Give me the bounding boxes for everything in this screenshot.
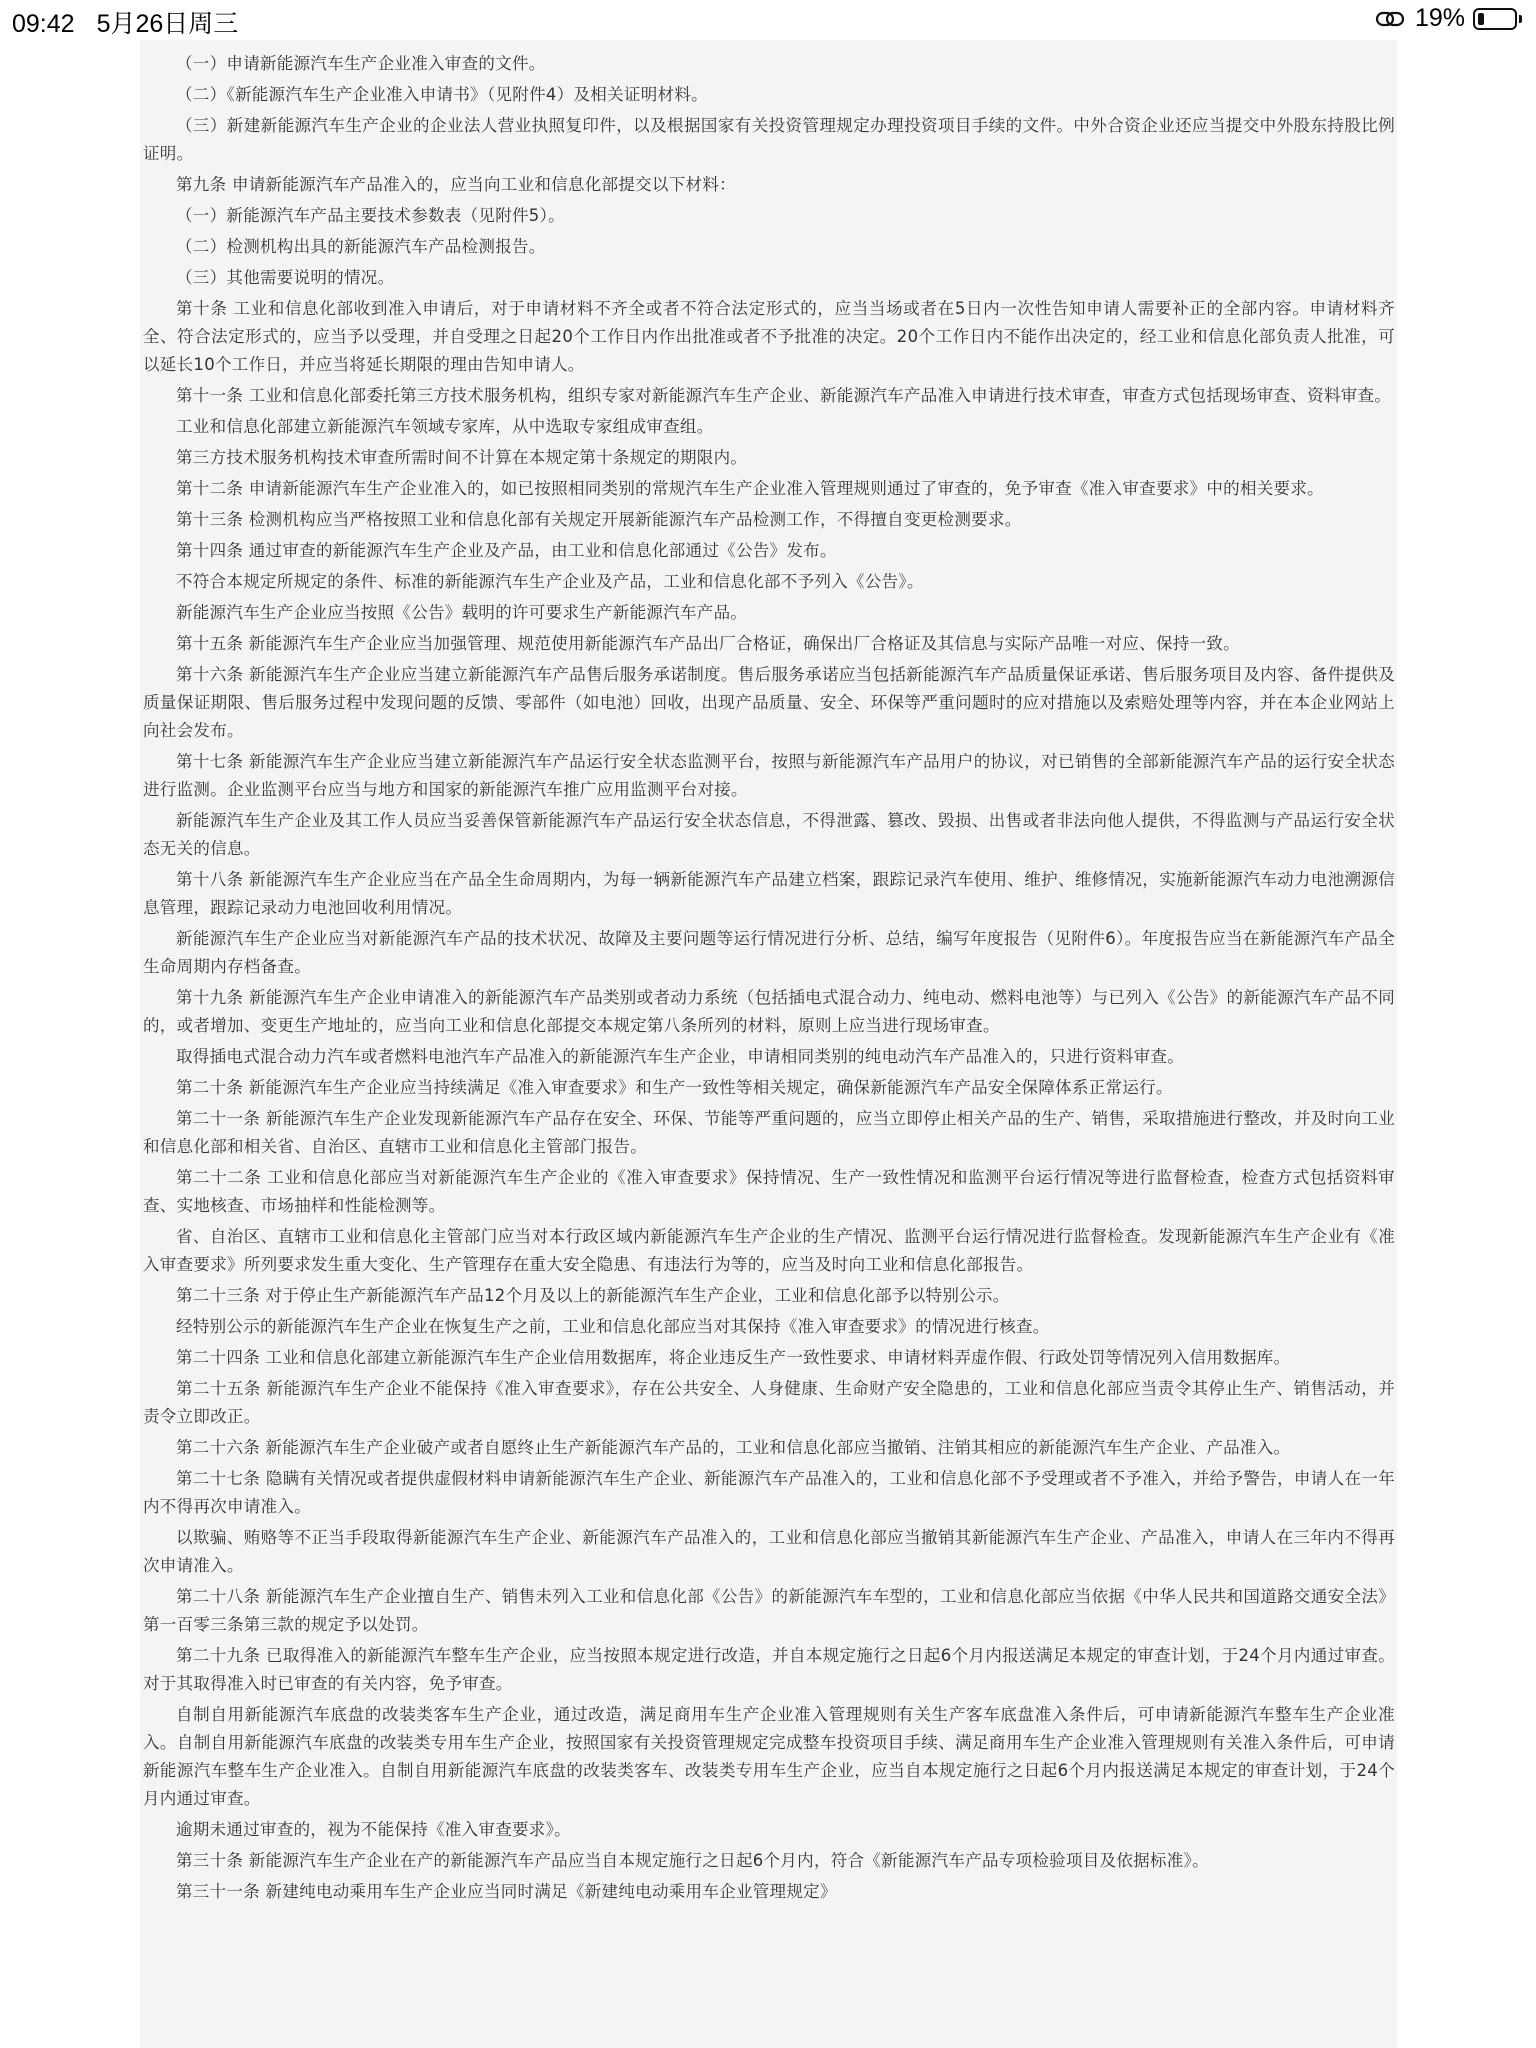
document-paragraph: 取得插电式混合动力汽车或者燃料电池汽车产品准入的新能源汽车生产企业，申请相同类别的纯电动汽车产品准入的，只进行资料审查。: [176, 1047, 1184, 1066]
document-paragraph: 第十条 工业和信息化部收到准入申请后，对于申请材料不齐全或者不符合法定形式的，应当当场或者在5日内一次性告知申请人需要补正的全部内容。申请材料齐全、符合法定形式的，应当予以受理，并自受理之日起20个工作日内作出批准或者不予批准的决定。20个工作日内不能作出决定的，经工业和信息化部负责人批准，可以延长10个工作日，并应当将延长期限的理由告知申请人。: [143, 299, 1395, 374]
document-paragraph: 第二十四条 工业和信息化部建立新能源汽车生产企业信用数据库，将企业违反生产一致性要求、申请材料弄虚作假、行政处罚等情况列入信用数据库。: [176, 1348, 1291, 1367]
document-paragraph: 第十八条 新能源汽车生产企业应当在产品全生命周期内，为每一辆新能源汽车产品建立档案，跟踪记录汽车使用、维护、维修情况，实施新能源汽车动力电池溯源信息管理，跟踪记录动力电池回收利用情况。: [143, 870, 1395, 917]
document-paragraph: 第十四条 通过审查的新能源汽车生产企业及产品，由工业和信息化部通过《公告》发布。: [176, 541, 837, 560]
battery-nub: [1519, 15, 1522, 23]
document-paragraph: 第十二条 申请新能源汽车生产企业准入的，如已按照相同类别的常规汽车生产企业准入管理规则通过了审查的，免予审查《准入审查要求》中的相关要求。: [176, 479, 1324, 498]
link-icon: [1375, 8, 1405, 30]
document-paragraph: 逾期未通过审查的，视为不能保持《准入审查要求》。: [176, 1820, 571, 1839]
document-paragraph: 第九条 申请新能源汽车产品准入的，应当向工业和信息化部提交以下材料：: [176, 175, 736, 194]
document-paragraph: （二）《新能源汽车生产企业准入申请书》（见附件4）及相关证明材料。: [176, 85, 708, 104]
document-paragraph: 自制自用新能源汽车底盘的改装类客车生产企业，通过改造，满足商用车生产企业准入管理规则有关生产客车底盘准入条件后，可申请新能源汽车整车生产企业准入。自制自用新能源汽车底盘的改装类专用车生产企业，按照国家有关投资管理规定完成整车投资项目手续、满足商用车生产企业准入管理规则有关准入条件后，可申请新能源汽车整车生产企业准入。自制自用新能源汽车底盘的改装类客车、改装类专用车生产企业，应当自本规定施行之日起6个月内报送满足本规定的审查计划，于24个月内通过审查。: [143, 1705, 1395, 1808]
status-date: 5月26日周三: [96, 10, 239, 38]
battery-percentage: 19%: [1414, 4, 1465, 32]
document-paragraph: 第十三条 检测机构应当严格按照工业和信息化部有关规定开展新能源汽车产品检测工作，不得擅自变更检测要求。: [176, 510, 1022, 529]
document-paragraph: 第二十九条 已取得准入的新能源汽车整车生产企业，应当按照本规定进行改造，并自本规定施行之日起6个月内报送满足本规定的审查计划，于24个月内通过审查。对于其取得准入时已审查的有关内容，免予审查。: [143, 1646, 1395, 1693]
document-paragraph: 第十九条 新能源汽车生产企业申请准入的新能源汽车产品类别或者动力系统（包括插电式混合动力、纯电动、燃料电池等）与已列入《公告》的新能源汽车产品不同的，或者增加、变更生产地址的，应当向工业和信息化部提交本规定第八条所列的材料，原则上应当进行现场审查。: [143, 988, 1395, 1035]
battery-icon: [1473, 8, 1517, 30]
document-paragraph: 以欺骗、贿赂等不正当手段取得新能源汽车生产企业、新能源汽车产品准入的，工业和信息化部应当撤销其新能源汽车生产企业、产品准入，申请人在三年内不得再次申请准入。: [143, 1528, 1395, 1575]
document-paragraph: 第十一条 工业和信息化部委托第三方技术服务机构，组织专家对新能源汽车生产企业、新能源汽车产品准入申请进行技术审查，审查方式包括现场审查、资料审查。: [176, 386, 1392, 405]
document-paragraph: 第二十五条 新能源汽车生产企业不能保持《准入审查要求》，存在公共安全、人身健康、生命财产安全隐患的，工业和信息化部应当责令其停止生产、销售活动，并责令立即改正。: [143, 1379, 1395, 1426]
document-paragraph: 省、自治区、直辖市工业和信息化主管部门应当对本行政区域内新能源汽车生产企业的生产情况、监测平台运行情况进行监督检查。发现新能源汽车生产企业有《准入审查要求》所列要求发生重大变化、生产管理存在重大安全隐患、有违法行为等的，应当及时向工业和信息化部报告。: [143, 1227, 1395, 1274]
document-paragraph: 新能源汽车生产企业应当按照《公告》载明的许可要求生产新能源汽车产品。: [176, 603, 748, 622]
battery-fill: [1478, 13, 1484, 25]
document-paragraph: （一）新能源汽车产品主要技术参数表（见附件5）。: [176, 206, 565, 225]
document-paragraph: 第二十条 新能源汽车生产企业应当持续满足《准入审查要求》和生产一致性等相关规定，确保新能源汽车产品安全保障体系正常运行。: [176, 1078, 1173, 1097]
document-paragraph: 经特别公示的新能源汽车生产企业在恢复生产之前，工业和信息化部应当对其保持《准入审查要求》的情况进行核查。: [176, 1317, 1050, 1336]
document-paragraph: 第三方技术服务机构技术审查所需时间不计算在本规定第十条规定的期限内。: [176, 448, 748, 467]
document-text: [140, 40, 1397, 1906]
document-paragraph: （二）检测机构出具的新能源汽车产品检测报告。: [176, 237, 546, 256]
document-page[interactable]: [140, 40, 1397, 2048]
document-paragraph: 工业和信息化部建立新能源汽车领域专家库，从中选取专家组成审查组。: [176, 417, 714, 436]
document-paragraph: 新能源汽车生产企业应当对新能源汽车产品的技术状况、故障及主要问题等运行情况进行分析、总结，编写年度报告（见附件6）。年度报告应当在新能源汽车产品全生命周期内存档备查。: [143, 929, 1395, 976]
status-right: [1375, 4, 1522, 33]
document-paragraph: 第三十一条 新建纯电动乘用车生产企业应当同时满足《新建纯电动乘用车企业管理规定》: [176, 1882, 837, 1901]
status-left: [12, 4, 238, 40]
document-paragraph: 第二十八条 新能源汽车生产企业擅自生产、销售未列入工业和信息化部《公告》的新能源汽车车型的，工业和信息化部应当依据《中华人民共和国道路交通安全法》第一百零三条第三款的规定予以处罚。: [143, 1587, 1395, 1634]
document-paragraph: （一）申请新能源汽车生产企业准入审查的文件。: [176, 54, 546, 73]
document-paragraph: （三）其他需要说明的情况。: [176, 268, 395, 287]
document-paragraph: 第二十七条 隐瞒有关情况或者提供虚假材料申请新能源汽车生产企业、新能源汽车产品准入的，工业和信息化部不予受理或者不予准入，并给予警告，申请人在一年内不得再次申请准入。: [143, 1469, 1395, 1516]
document-paragraph: 第十六条 新能源汽车生产企业应当建立新能源汽车产品售后服务承诺制度。售后服务承诺应当包括新能源汽车产品质量保证承诺、售后服务项目及内容、备件提供及质量保证期限、售后服务过程中发现问题的反馈、零部件（如电池）回收，出现产品质量、安全、环保等严重问题时的应对措施以及索赔处理等内容，并在本企业网站上向社会发布。: [143, 665, 1395, 740]
document-paragraph: 第十五条 新能源汽车生产企业应当加强管理、规范使用新能源汽车产品出厂合格证，确保出厂合格证及其信息与实际产品唯一对应、保持一致。: [176, 634, 1240, 653]
document-paragraph: 不符合本规定所规定的条件、标准的新能源汽车生产企业及产品，工业和信息化部不予列入《公告》。: [176, 572, 924, 591]
document-paragraph: 第三十条 新能源汽车生产企业在产的新能源汽车产品应当自本规定施行之日起6个月内，符合《新能源汽车产品专项检验项目及依据标准》。: [176, 1851, 1209, 1870]
document-paragraph: （三）新建新能源汽车生产企业的企业法人营业执照复印件，以及根据国家有关投资管理规定办理投资项目手续的文件。中外合资企业还应当提交中外股东持股比例证明。: [143, 116, 1395, 163]
status-time: 09:42: [12, 10, 75, 38]
document-paragraph: 第二十六条 新能源汽车生产企业破产或者自愿终止生产新能源汽车产品的，工业和信息化部应当撤销、注销其相应的新能源汽车生产企业、产品准入。: [176, 1438, 1291, 1457]
document-paragraph: 第二十二条 工业和信息化部应当对新能源汽车生产企业的《准入审查要求》保持情况、生产一致性情况和监测平台运行情况等进行监督检查，检查方式包括资料审查、实地核查、市场抽样和性能检测等。: [143, 1168, 1395, 1215]
document-paragraph: 第十七条 新能源汽车生产企业应当建立新能源汽车产品运行安全状态监测平台，按照与新能源汽车产品用户的协议，对已销售的全部新能源汽车产品的运行安全状态进行监测。企业监测平台应当与地方和国家的新能源汽车推广应用监测平台对接。: [143, 752, 1395, 799]
status-bar: [0, 0, 1536, 40]
document-paragraph: 第二十一条 新能源汽车生产企业发现新能源汽车产品存在安全、环保、节能等严重问题的，应当立即停止相关产品的生产、销售，采取措施进行整改，并及时向工业和信息化部和相关省、自治区、直辖市工业和信息化主管部门报告。: [143, 1109, 1395, 1156]
document-paragraph: 第二十三条 对于停止生产新能源汽车产品12个月及以上的新能源汽车生产企业，工业和信息化部予以特别公示。: [176, 1286, 1010, 1305]
document-paragraph: 新能源汽车生产企业及其工作人员应当妥善保管新能源汽车产品运行安全状态信息，不得泄露、篡改、毁损、出售或者非法向他人提供，不得监测与产品运行安全状态无关的信息。: [143, 811, 1395, 858]
